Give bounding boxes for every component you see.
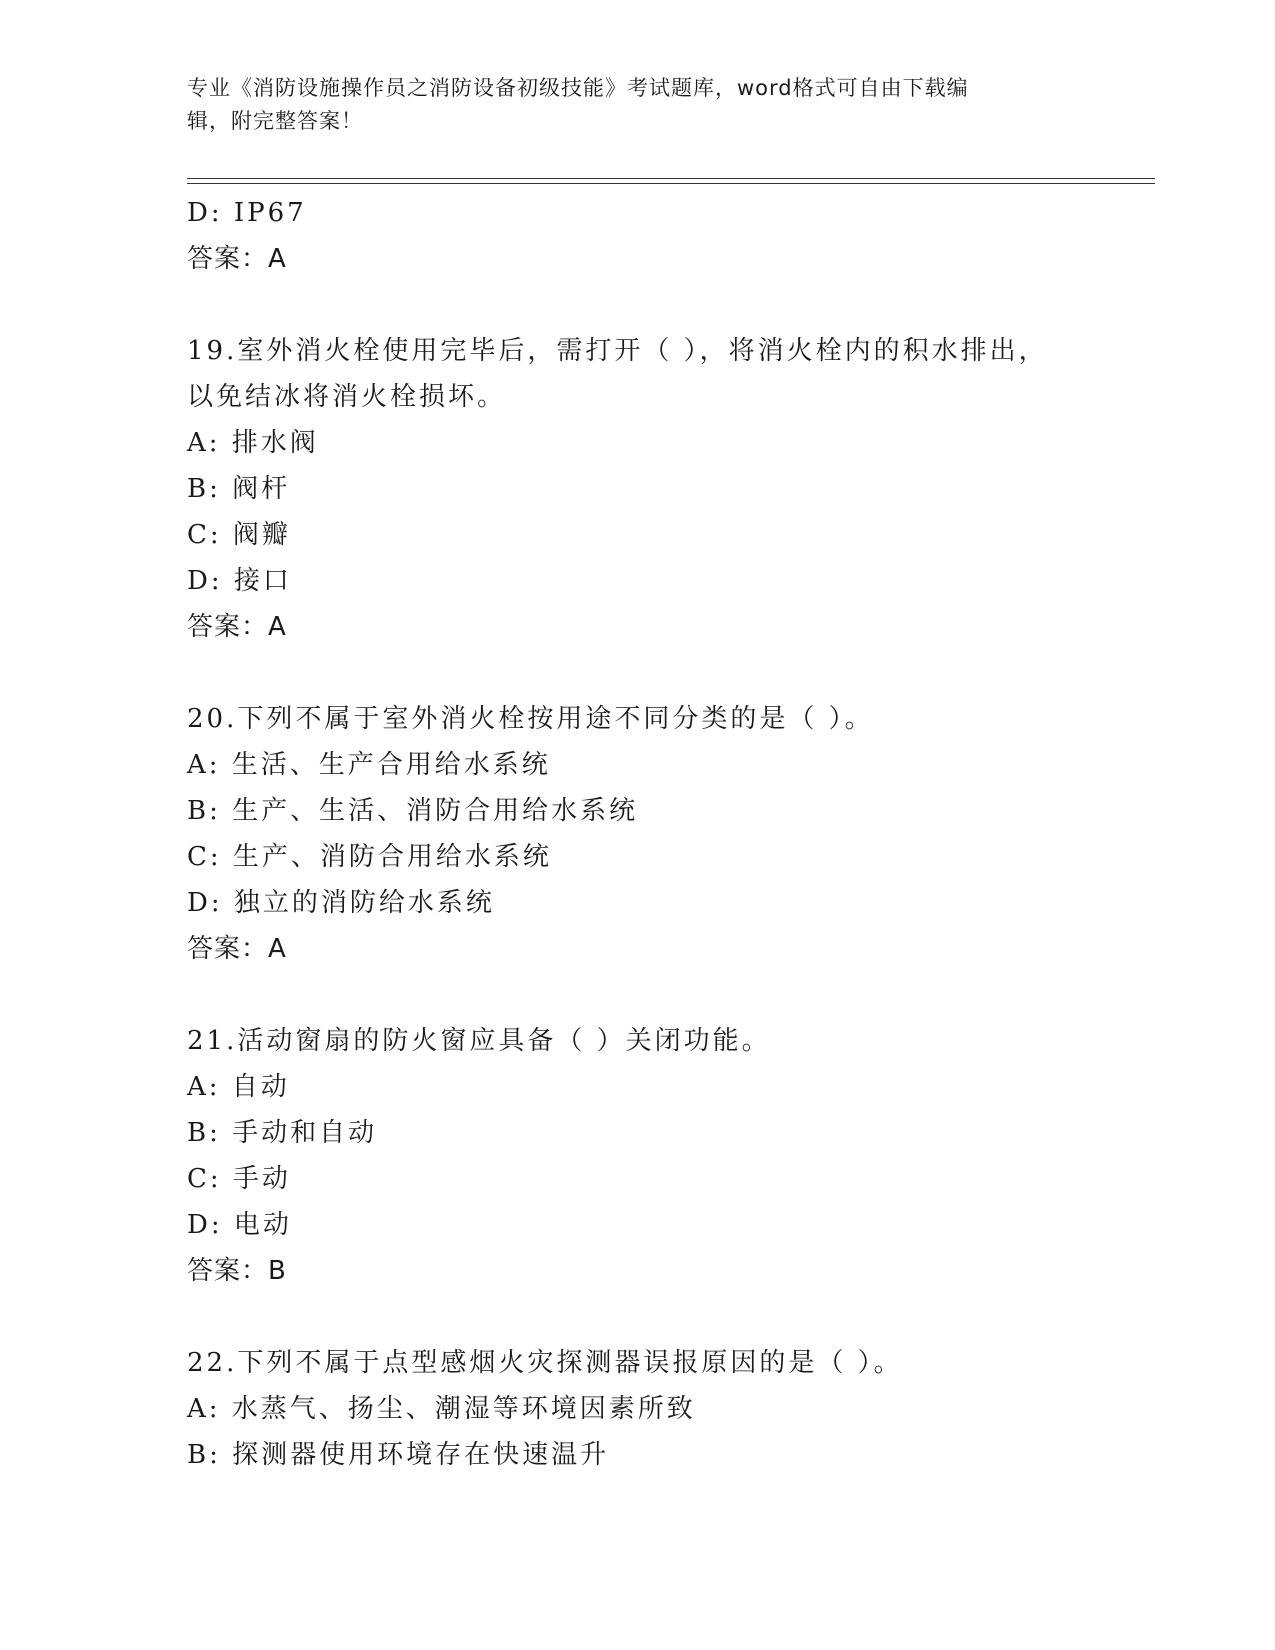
page-header: [187, 72, 1087, 138]
header-line-1: 专业《消防设施操作员之消防设备初级技能》考试题库，word格式可自由下载编: [187, 76, 969, 100]
question-22-option-b: B: 探测器使用环境存在快速温升: [187, 1440, 610, 1470]
question-19-option-c: C: 阀瓣: [187, 520, 291, 550]
question-20-answer: 答案：A: [187, 934, 287, 964]
question-19-text: 19.室外消火栓使用完毕后，需打开（ ），将消火栓内的积水排出，: [187, 336, 1048, 366]
question-19-option-d: D: 接口: [187, 566, 292, 596]
answer-line: 答案：A: [187, 244, 287, 274]
header-line-2: 辑，附完整答案！: [187, 109, 363, 133]
question-20-text: 20.下列不属于室外消火栓按用途不同分类的是（ ）。: [187, 704, 874, 734]
question-21-option-b: B: 手动和自动: [187, 1118, 378, 1148]
question-21-option-d: D: 电动: [187, 1210, 292, 1240]
question-21-text: 21.活动窗扇的防火窗应具备（ ）关闭功能。: [187, 1026, 771, 1056]
question-content: [187, 190, 1147, 1478]
question-22-text: 22.下列不属于点型感烟火灾探测器误报原因的是（ ）。: [187, 1348, 903, 1378]
option-d: D: IP67: [187, 198, 307, 228]
spacer: [187, 650, 1147, 696]
question-19-answer: 答案：A: [187, 612, 287, 642]
question-21-answer: 答案：B: [187, 1256, 287, 1286]
question-20-option-a: A: 生活、生产合用给水系统: [187, 750, 551, 780]
spacer: [187, 282, 1147, 328]
question-19-option-a: A: 排水阀: [187, 428, 319, 458]
question-19-text-cont: 以免结冰将消火栓损坏。: [187, 382, 507, 412]
question-20-option-c: C: 生产、消防合用给水系统: [187, 842, 552, 872]
header-rule-bottom: [187, 183, 1155, 184]
header-rule-top: [187, 178, 1155, 179]
question-21-option-a: A: 自动: [187, 1072, 290, 1102]
question-22-option-a: A: 水蒸气、扬尘、潮湿等环境因素所致: [187, 1394, 696, 1424]
question-19-option-b: B: 阀杆: [187, 474, 291, 504]
spacer: [187, 972, 1147, 1018]
question-20-option-d: D: 独立的消防给水系统: [187, 888, 495, 918]
spacer: [187, 1294, 1147, 1340]
question-20-option-b: B: 生产、生活、消防合用给水系统: [187, 796, 639, 826]
question-21-option-c: C: 手动: [187, 1164, 291, 1194]
